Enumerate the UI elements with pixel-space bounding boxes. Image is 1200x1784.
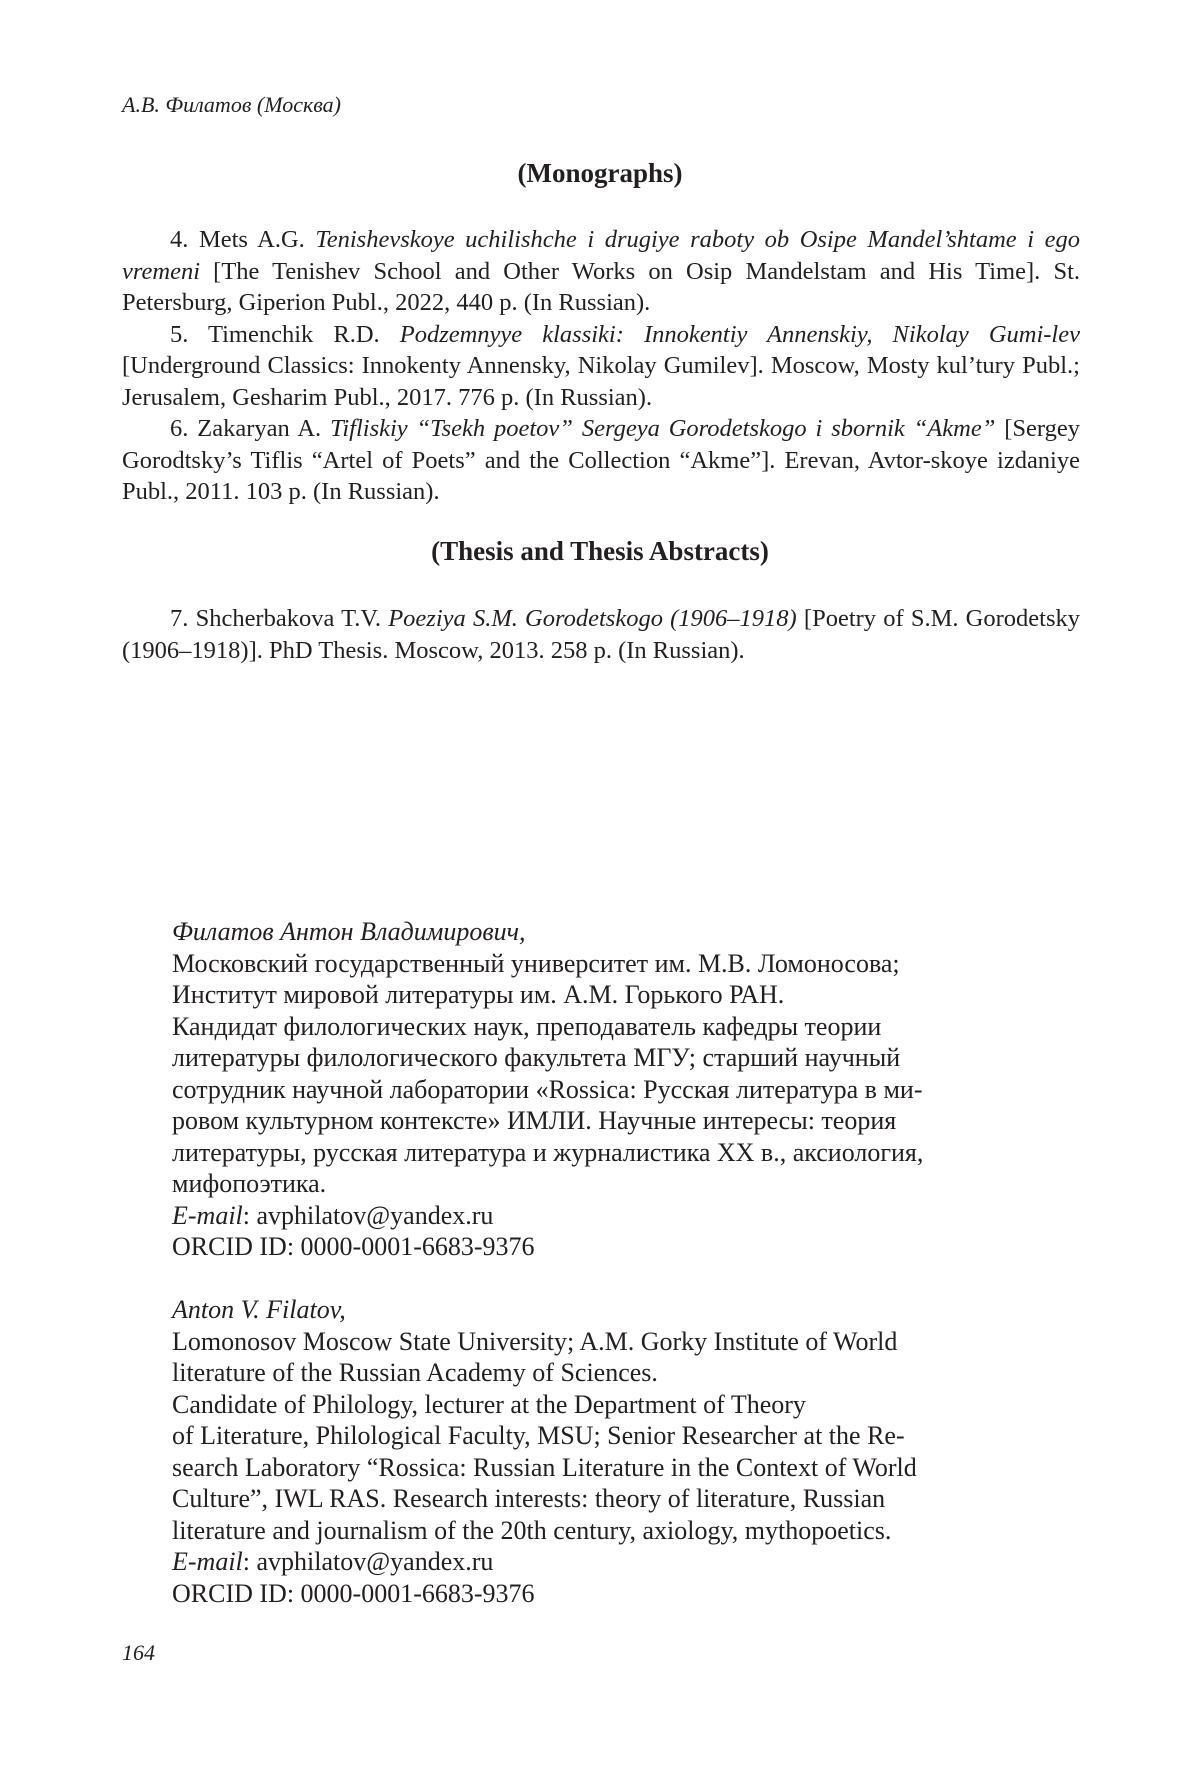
author-bio-line: ровом культурном контексте» ИМЛИ. Научные интересы: теория — [172, 1106, 897, 1135]
author-email-ru — [172, 1200, 1072, 1232]
email-address: : avphilatov@yandex.ru — [242, 1547, 494, 1576]
reference-details: [Sergey Gorodtsky’s Tiflis “Artel of Poets” and the Collection “Akme”]. Erevan, Avtor-skoye izdaniye Publ., 2011. 103 p. (In Russian). — [122, 415, 1080, 505]
author-email-en — [172, 1546, 1072, 1578]
author-affiliation-line: Институт мировой литературы им. А.М. Горького РАН. — [172, 980, 785, 1009]
author-affiliation-line: Lomonosov Moscow State University; A.M. Gorky Institute of World — [172, 1326, 898, 1356]
author-affiliation-line: Московский государственный университет им. М.В. Ломоносова; — [172, 948, 900, 978]
author-bio-line: search Laboratory “Rossica: Russian Literature in the Context of World — [172, 1452, 917, 1482]
reference-lead: 7. Shcherbakova T.V. — [170, 605, 389, 632]
author-info-en — [172, 1294, 1072, 1609]
author-affiliation-line: literature of the Russian Academy of Sciences. — [172, 1358, 658, 1387]
author-bio-line: сотрудник научной лаборатории «Rossica: Русская литература в ми- — [172, 1074, 923, 1104]
reference-item — [122, 413, 1080, 508]
reference-item — [122, 319, 1080, 414]
reference-title: Tifliskiy “Tsekh poetov” Sergeya Gorodetskogo i sbornik “Akme” — [330, 415, 996, 442]
reference-lead: 4. Mets A.G. — [170, 226, 316, 253]
reference-item — [122, 224, 1080, 319]
author-orcid-ru: ORCID ID: 0000-0001-6683-9376 — [172, 1232, 535, 1261]
section-heading-monographs: (Monographs) — [517, 158, 683, 188]
reference-details: [Poetry of S.M. Gorodetsky (1906–1918)]. PhD Thesis. Moscow, 2013. 258 p. (In Russian). — [122, 605, 1080, 664]
author-name-ru: Филатов Антон Владимирович, — [172, 917, 526, 946]
author-orcid-en: ORCID ID: 0000-0001-6683-9376 — [172, 1578, 535, 1608]
thesis-list — [122, 603, 1080, 666]
author-bio-line: Candidate of Philology, lecturer at the Department of Theory — [172, 1389, 806, 1419]
author-bio-line: of Literature, Philological Faculty, MSU; Senior Researcher at the Re- — [172, 1421, 905, 1450]
monographs-list — [122, 224, 1080, 508]
author-bio-line: Кандидат филологических наук, преподаватель кафедры теории — [172, 1011, 882, 1041]
author-bio-line: Culture”, IWL RAS. Research interests: theory of literature, Russian — [172, 1484, 886, 1513]
reference-lead: 5. Timenchik R.D. — [170, 320, 400, 348]
reference-item — [122, 603, 1080, 666]
author-bio-line: literature and journalism of the 20th century, axiology, mythopoetics. — [172, 1515, 892, 1545]
running-head: А.В. Филатов (Москва) — [122, 92, 341, 117]
author-name-en: Anton V. Filatov, — [172, 1295, 346, 1324]
author-info-ru — [172, 916, 1072, 1263]
reference-title: Tenishevskoye uchilishche i drugiye raboty ob Osipe Mandel’shtame i ego vremeni — [122, 226, 1080, 285]
email-label: E-mail — [172, 1547, 243, 1576]
reference-title: Poeziya S.M. Gorodetskogo (1906–1918) — [388, 605, 797, 632]
email-address: : avphilatov@yandex.ru — [242, 1200, 494, 1230]
reference-lead: 6. Zakaryan A. — [170, 415, 331, 442]
section-heading-thesis: (Thesis and Thesis Abstracts) — [431, 536, 769, 566]
page-number: 164 — [122, 1640, 155, 1665]
author-bio-line: литературы филологического факультета МГУ; старший научный — [172, 1043, 901, 1072]
reference-details: [The Tenishev School and Other Works on Osip Mandelstam and His Time]. St. Petersburg, Giperion Publ., 2022, 440 p. (In Russian). — [122, 257, 1080, 316]
author-bio-line: мифопоэтика. — [172, 1169, 327, 1198]
reference-title: Podzemnyye klassiki: Innokentiy Annenskiy, Nikolay Gumi-lev — [399, 320, 1080, 348]
email-label: E-mail — [172, 1200, 243, 1230]
reference-details: [Underground Classics: Innokenty Annensky, Nikolay Gumilev]. Moscow, Mosty kul’tury Publ.; Jerusalem, Gesharim Publ., 2017. 776 p. (In Russian). — [122, 352, 1080, 411]
author-bio-line: литературы, русская литература и журналистика XX в., аксиология, — [172, 1137, 924, 1167]
